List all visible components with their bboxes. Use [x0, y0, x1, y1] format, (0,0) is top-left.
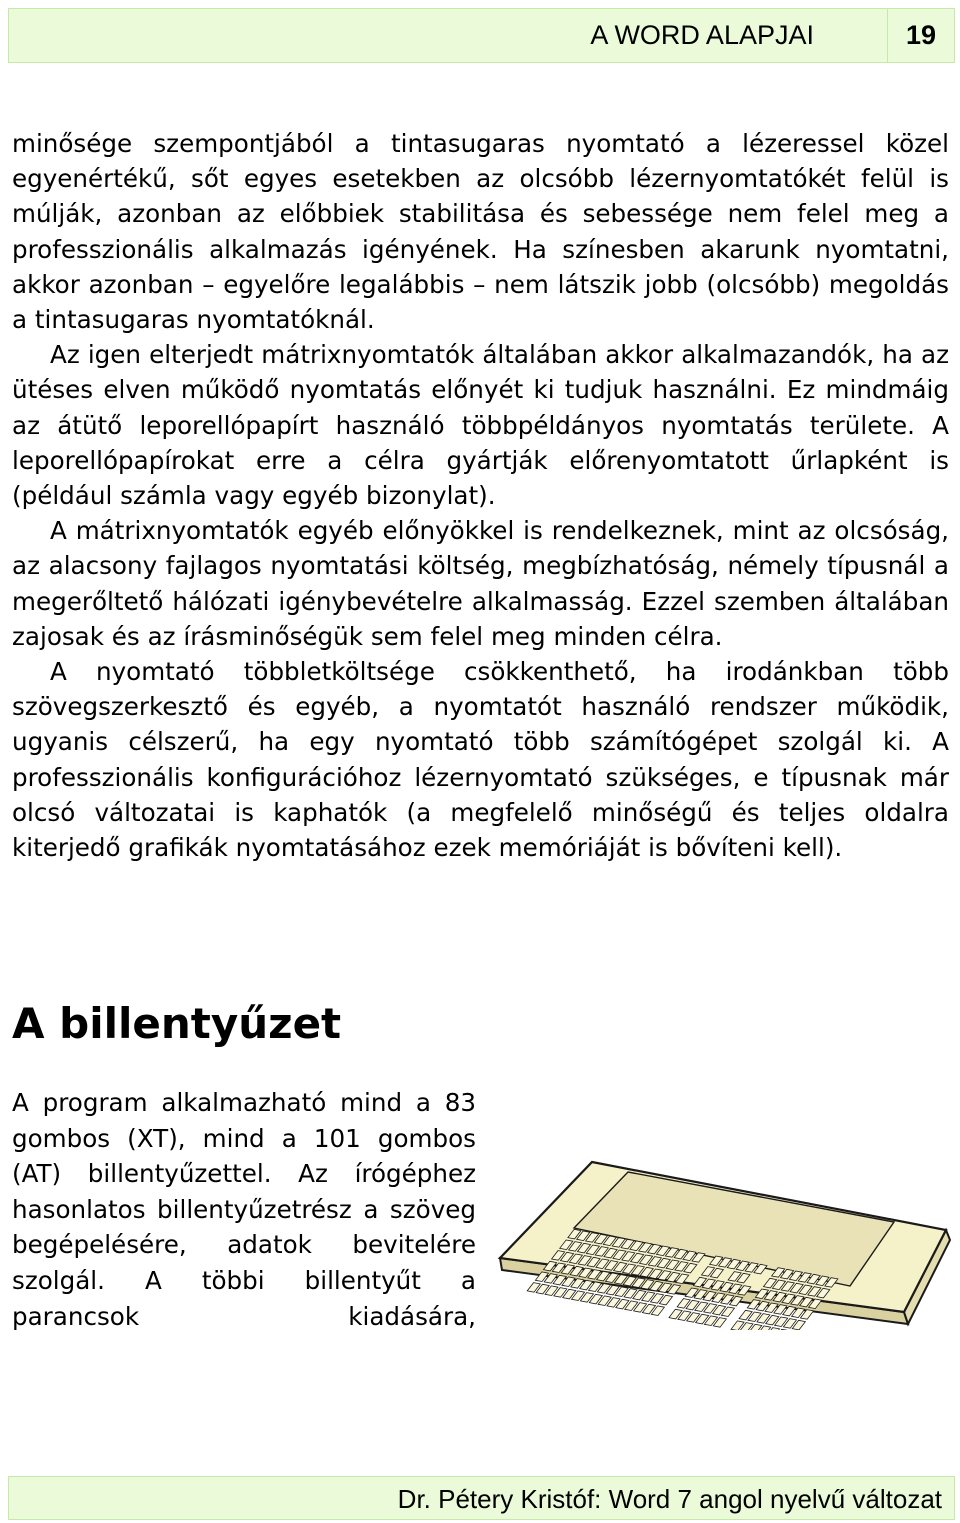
- paragraph-2: Az igen elterjedt mátrixnyomtatók általában akkor alkalmazandók, ha az ütéses elven működő nyomtatás előnyét ki tudjuk használni. Ez mindmáig az átütő leporellópapírt használó többpéldányos nyomtatás területe. A leporellópapírokat erre a célra gyártják előrenyomtatott űrlapként is (például számla vagy egyéb bizonylat).: [12, 340, 949, 511]
- section-paragraph: A program alkalmazható mind a 83 gombos (XT), mind a 101 gombos (AT) billentyűzettel. Az írógéphez hasonlatos billentyűzetrész a szöveg begépelésére, adatok bevitelére szolgál. A többi billentyűt a parancsok kiadására,: [12, 1088, 476, 1331]
- paragraph-4: A nyomtató többletköltsége csökkenthető, ha irodánkban több szövegszerkesztő és egyéb, a nyomtatót használó rendszer működik, ugyanis célszerű, ha egy nyomtató több számítógépet szolgál ki. A professzionális konfigurációhoz lézernyomtató szükséges, e típusnak már olcsó változatai is kaphatók (a megfelelő minőségű és teljes oldalra kiterjedő grafikák nyomtatásához ezek memóriáját is bővíteni kell).: [12, 657, 949, 863]
- page-footer: [8, 1476, 955, 1520]
- keyboard-figure: [488, 1080, 952, 1330]
- section-heading: A billentyűzet: [12, 999, 342, 1048]
- page-number: 19: [905, 20, 937, 50]
- running-title: A WORD ALAPJAI: [590, 20, 814, 50]
- page-header: [8, 8, 955, 63]
- paragraph-1: minősége szempontjából a tintasugaras nyomtató a lézeressel közel egyenértékű, sőt egyes esetekben az olcsóbb lézernyomtatókét felül is múlják, azonban az előbbiek stabilitása és sebessége nem felel meg a professzionális alkalmazás igényének. Ha színesben akarunk nyomtatni, akkor azonban – egyelőre legalábbis – nem látszik jobb (olcsóbb) megoldás a tintasugaras nyomtatóknál.: [12, 129, 949, 335]
- body-text: [12, 126, 949, 865]
- paragraph-3: A mátrixnyomtatók egyéb előnyökkel is rendelkeznek, mint az olcsóság, az alacsony fajlagos nyomtatási költség, megbízhatóság, némely típusnál a megerőltető hálózati igénybevételre alkalmasság. Ezzel szemben általában zajosak és az írásminőségük sem felel meg minden célra.: [12, 516, 949, 651]
- footer-text: Dr. Pétery Kristóf: Word 7 angol nyelvű változat: [397, 1484, 942, 1514]
- keyboard-icon: [488, 1080, 952, 1330]
